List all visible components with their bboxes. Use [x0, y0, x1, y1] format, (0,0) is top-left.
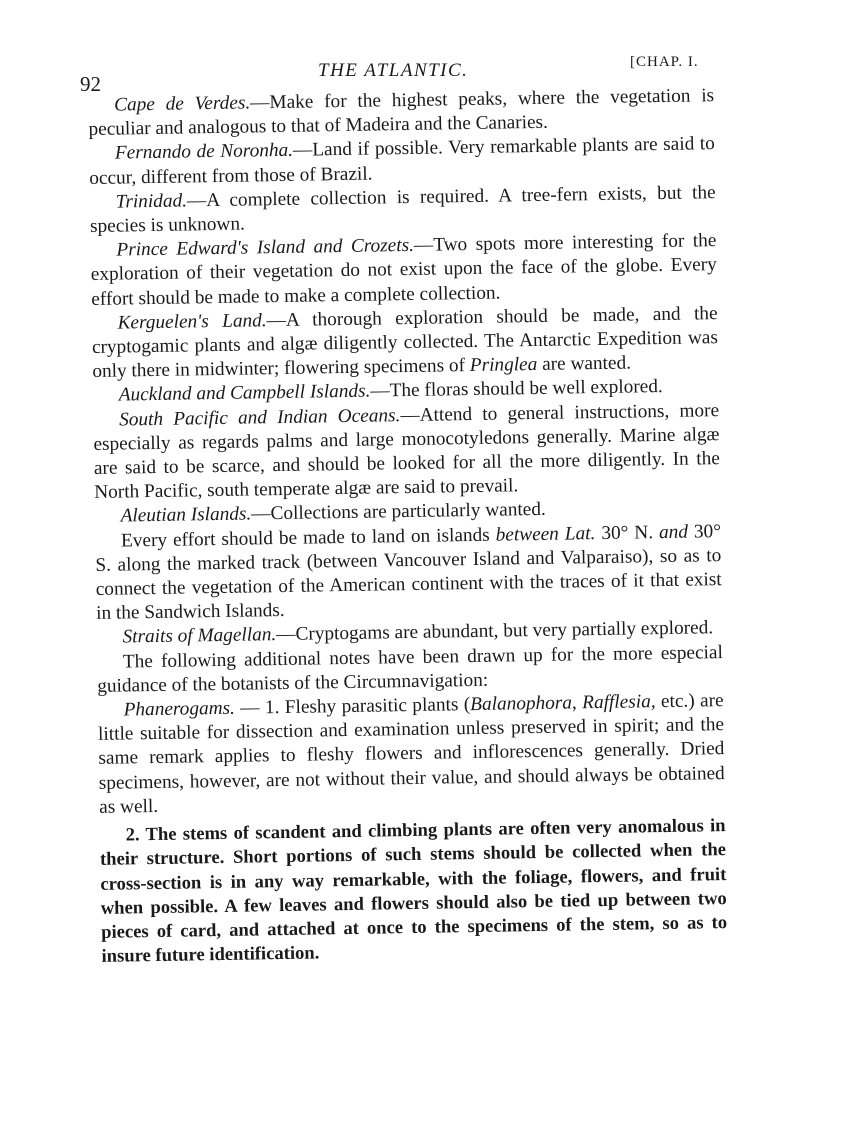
paragraph-lead: Prince Edward's Island and Crozets. — [116, 235, 415, 261]
chapter-label: [CHAP. I. — [630, 54, 699, 70]
paragraph-text: —Attend to general instructions, more especially as regards palms and large monocotyledons generally. Marine algæ are said to be scarce, and should be looked for all the more diligently. In the North Pacific, south temperate algæ are said to prevail. — [93, 399, 720, 504]
paragraph-pre: Every effort should be made to land on islands — [120, 524, 496, 552]
paragraph-text: The following additional notes have been drawn up for the more especial guidance of the botanists of the Circumnavigation: — [97, 641, 724, 697]
paragraph-and: and — [658, 521, 689, 543]
paragraph-south-pacific — [93, 399, 720, 506]
paragraph-lead: Auckland and Campbell Islands. — [118, 381, 371, 406]
paragraph-lead: Cape de Verdes. — [114, 92, 251, 116]
paragraph-mid: 30° N. — [595, 521, 660, 544]
page-number: 92 — [80, 72, 101, 96]
paragraph-text: —A complete collection is required. A tree-fern exists, but the species is unknown. — [89, 181, 716, 237]
running-title: THE ATLANTIC. — [318, 60, 469, 81]
paragraph-text: — 1. Fleshy parasitic plants ( — [234, 694, 471, 719]
paragraph-italic: Pringlea — [469, 354, 538, 377]
paragraph-lat: between Lat. — [495, 522, 596, 546]
paragraph-text: —Land if possible. Very remarkable plants are said to occur, different from those of Brazil. — [89, 133, 716, 189]
paragraph-italic-1: Balanophora — [470, 692, 573, 716]
paragraph-phanerogams — [98, 689, 726, 820]
page-header — [0, 52, 852, 96]
body-text — [88, 84, 728, 969]
paragraph-text: —Cryptogams are abundant, but very partially explored. — [276, 617, 714, 646]
paragraph-text: —Make for the highest peaks, where the vegetation is peculiar and analogous to that of Madeira and the Canaries. — [88, 85, 715, 141]
paragraph-italic-2: Rafflesia — [582, 691, 651, 714]
paragraph-text: —Two spots more interesting for the exploration of their vegetation do not exist upon the face of the globe. Every effort should be made to make a complete collection. — [90, 230, 717, 310]
paragraph-lead: Fernando de Noronha. — [114, 140, 294, 164]
paragraph-tail: , etc.) are little suitable for dissection and examination unless preserved in spirit; and the same remark applies to fleshy flowers and inflorescences generally. Dried specimens, however, are not without their value, and should always be obtained as well. — [97, 690, 725, 818]
paragraph-text: —The floras should be well explored. — [370, 376, 663, 403]
paragraph-lead: Straits of Magellan. — [122, 624, 277, 648]
paragraph-text: —A thorough exploration should be made, and the cryptogamic plants and algæ diligently collected. The Antarctic Expedition was only there in midwinter; flowering specimens of — [91, 302, 719, 383]
paragraph-lead: South Pacific and Indian Oceans. — [118, 404, 401, 431]
paragraph-lead: Trinidad. — [115, 190, 188, 213]
paragraph-text: 30° S. along the marked track (between Vancouver Island and Valparaiso), so as to connect the vegetation of the American continent with the traces of it that exist in the Sandwich Islands. — [95, 520, 722, 625]
paragraph-sep: , — [571, 692, 583, 714]
paragraph-kerguelens-land — [91, 302, 718, 384]
paragraph-lead: Phanerogams. — [123, 697, 236, 721]
paragraph-text: 2. The stems of scandent and climbing plants are often very anomalous in their structure. Short portions of such stems should be collected when the cross-section is in any way remarkable, with the foliage, flowers, and fruit when possible. A few leaves and flowers should also be tied up between two pieces of card, and attached at once to the specimens of the stem, so as to insure future identification. — [99, 815, 728, 968]
paragraph-every-effort — [95, 520, 722, 627]
paragraph-scandent-stems — [99, 814, 727, 969]
paragraph-lead: Kerguelen's Land. — [117, 310, 267, 334]
paragraph-prince-edwards-island — [90, 229, 717, 311]
paragraph-lead: Aleutian Islands. — [120, 503, 252, 527]
paragraph-text: —Collections are particularly wanted. — [251, 499, 546, 525]
paragraph-tail: are wanted. — [537, 352, 632, 376]
